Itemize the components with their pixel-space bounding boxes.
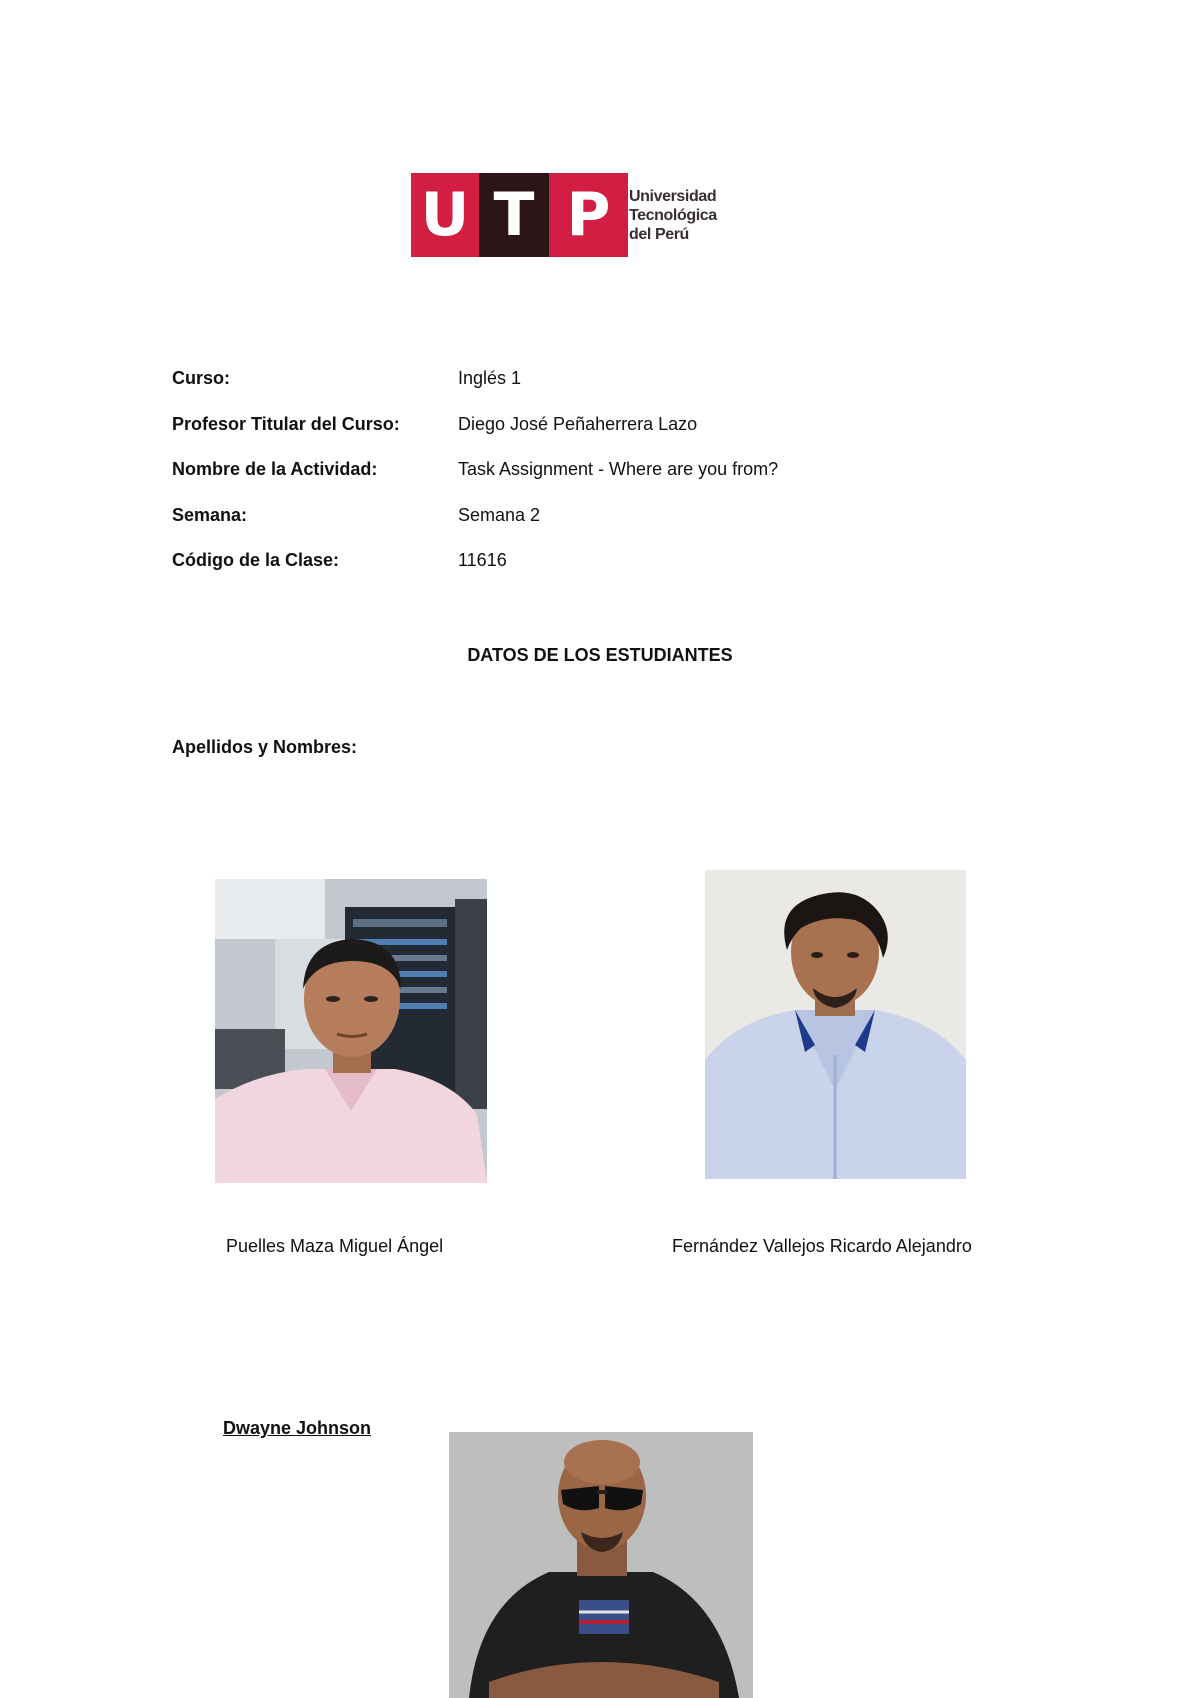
- student-photo-1-image: [215, 879, 487, 1183]
- logo-letter-u: U: [411, 173, 479, 257]
- logo-name-line: Tecnológica: [629, 207, 717, 224]
- info-value: Inglés 1: [458, 368, 522, 388]
- info-label: Semana:: [172, 504, 248, 525]
- info-value: Task Assignment - Where are you from?: [458, 459, 779, 479]
- section-title: DATOS DE LOS ESTUDIANTES: [467, 645, 733, 665]
- info-label: Curso:: [172, 368, 230, 388]
- info-label: Código de la Clase:: [172, 550, 340, 570]
- logo-name-line: Universidad: [629, 188, 717, 205]
- names-label: Apellidos y Nombres:: [172, 737, 358, 757]
- student-photo-2-image: [705, 870, 966, 1179]
- info-value: Semana 2: [458, 504, 541, 525]
- student-name-2: Fernández Vallejos Ricardo Alejandro: [672, 1236, 972, 1256]
- logo-university-name: [629, 187, 739, 244]
- logo-letter-p: P: [549, 173, 628, 257]
- logo-letter-t: T: [479, 173, 549, 257]
- student-photo-3-image: [449, 1432, 753, 1698]
- student-photo-1: [215, 879, 487, 1183]
- logo-name-line: del Perú: [629, 226, 689, 243]
- utp-logo: [411, 173, 731, 257]
- info-value: 11616: [458, 550, 507, 570]
- student-photo-2: [705, 870, 966, 1179]
- student-name-3: Dwayne Johnson: [223, 1418, 372, 1438]
- student-name-1: Puelles Maza Miguel Ángel: [226, 1236, 444, 1256]
- student-photo-3: [449, 1432, 753, 1698]
- info-value: Diego José Peñaherrera Lazo: [458, 413, 698, 434]
- info-label: Profesor Titular del Curso:: [172, 413, 400, 434]
- info-label: Nombre de la Actividad:: [172, 459, 378, 479]
